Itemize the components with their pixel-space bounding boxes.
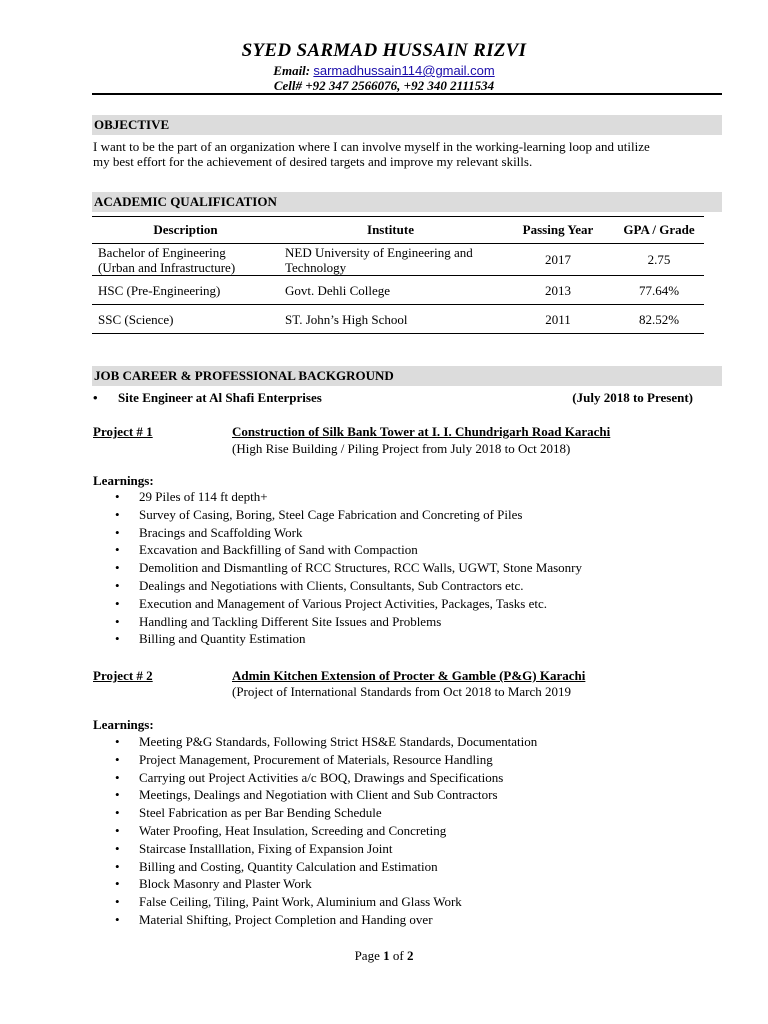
email-line xyxy=(0,63,768,79)
bullet-icon: • xyxy=(115,595,120,611)
job-period: (July 2018 to Present) xyxy=(572,390,693,405)
project-2-learnings-list xyxy=(93,733,537,929)
list-item xyxy=(93,751,537,769)
bullet-icon: • xyxy=(115,822,120,838)
description-line-1: Bachelor of Engineering xyxy=(98,244,226,260)
bullet-icon: • xyxy=(115,911,120,927)
bullet-icon: • xyxy=(115,858,120,874)
career-heading: JOB CAREER & PROFESSIONAL BACKGROUND xyxy=(94,368,394,383)
objective-heading-bar xyxy=(92,115,722,135)
learning-text: Water Proofing, Heat Insulation, Screeding and Concreting xyxy=(139,822,447,838)
learning-text: Demolition and Dismantling of RCC Structures, RCC Walls, UGWT, Stone Masonry xyxy=(139,560,582,576)
project-2-subtitle: (Project of International Standards from Oct 2018 to March 2019 xyxy=(232,684,571,699)
bullet-icon: • xyxy=(115,577,120,593)
bullet-icon: • xyxy=(115,751,120,767)
learning-text: Handling and Tackling Different Site Issues and Problems xyxy=(139,613,442,629)
bullet-icon: • xyxy=(115,876,120,892)
cell-description: SSC (Science) xyxy=(98,311,174,327)
list-item xyxy=(93,804,537,822)
bullet-icon: • xyxy=(115,631,120,647)
page-footer xyxy=(0,948,768,964)
email-link[interactable]: sarmadhussain114@gmail.com xyxy=(313,63,495,78)
cell-description: HSC (Pre-Engineering) xyxy=(98,282,221,298)
list-item xyxy=(93,911,537,929)
list-item xyxy=(93,541,582,559)
list-item xyxy=(93,786,537,804)
learning-text: Dealings and Negotiations with Clients, Consultants, Sub Contractors etc. xyxy=(139,577,524,593)
list-item xyxy=(93,840,537,858)
current-page-number: 1 xyxy=(383,948,390,963)
list-item xyxy=(93,613,582,631)
list-item xyxy=(93,630,582,648)
list-item xyxy=(93,822,537,840)
institute-line-2: Technology xyxy=(285,259,347,275)
learning-text: Block Masonry and Plaster Work xyxy=(139,876,312,892)
description-line-2: (Urban and Infrastructure) xyxy=(98,259,236,275)
bullet-icon: • xyxy=(115,524,120,540)
learning-text: Execution and Management of Various Project Activities, Packages, Tasks etc. xyxy=(139,595,548,611)
learning-text: Bracings and Scaffolding Work xyxy=(139,524,303,540)
job-title: Site Engineer at Al Shafi Enterprises xyxy=(118,390,322,405)
col-passing-year: Passing Year xyxy=(522,222,594,237)
col-gpa-grade: GPA / Grade xyxy=(623,222,695,237)
learning-text: Billing and Quantity Estimation xyxy=(139,631,306,647)
learning-text: Billing and Costing, Quantity Calculation and Estimation xyxy=(139,858,438,874)
table-row xyxy=(92,305,704,334)
learning-text: Material Shifting, Project Completion and Handing over xyxy=(139,911,433,927)
candidate-name: SYED SARMAD HUSSAIN RIZVI xyxy=(241,40,527,61)
table-row xyxy=(92,276,704,305)
project-2-title: Admin Kitchen Extension of Procter & Gamble (P&G) Karachi xyxy=(232,668,586,683)
col-description: Description xyxy=(153,222,218,237)
cell-year: 2013 xyxy=(545,282,571,298)
project-1-subtitle: (High Rise Building / Piling Project from July 2018 to Oct 2018) xyxy=(232,441,571,456)
project-2-learnings-heading: Learnings: xyxy=(93,717,154,732)
objective-heading: OBJECTIVE xyxy=(94,117,170,132)
list-item xyxy=(93,769,537,787)
learning-text: Survey of Casing, Boring, Steel Cage Fabrication and Concreting of Piles xyxy=(139,506,523,522)
bullet-icon: • xyxy=(115,560,120,576)
project-1-label: Project # 1 xyxy=(93,424,153,439)
institute-line-1: NED University of Engineering and xyxy=(285,244,473,260)
cell-year: 2011 xyxy=(545,311,571,327)
bullet-icon: • xyxy=(93,390,98,405)
learning-text: Project Management, Procurement of Materials, Resource Handling xyxy=(139,751,493,767)
total-pages-number: 2 xyxy=(406,948,414,963)
bullet-icon: • xyxy=(115,787,120,803)
learning-text: Staircase Installlation, Fixing of Expansion Joint xyxy=(139,840,393,856)
cell-year: 2017 xyxy=(545,252,571,267)
cell-institute xyxy=(279,244,502,276)
bullet-icon: • xyxy=(115,805,120,821)
cell-description xyxy=(92,244,279,276)
table-row xyxy=(92,244,704,276)
project-2-label: Project # 2 xyxy=(93,668,153,683)
list-item xyxy=(93,506,582,524)
cell-grade: 82.52% xyxy=(638,311,680,327)
cell-institute: ST. John’s High School xyxy=(285,311,408,327)
cell-numbers: Cell# +92 347 2566076, +92 340 2111534 xyxy=(273,78,495,93)
objective-text xyxy=(93,139,719,169)
learning-text: Meeting P&G Standards, Following Strict HS&E Standards, Documentation xyxy=(139,734,538,749)
list-item xyxy=(93,488,582,506)
bullet-icon: • xyxy=(115,769,120,785)
cell-grade: 2.75 xyxy=(647,252,671,267)
bullet-icon: • xyxy=(115,489,120,504)
bullet-icon: • xyxy=(115,840,120,856)
career-heading-bar xyxy=(92,366,722,386)
learning-text: Carrying out Project Activities a/c BOQ, Drawings and Specifications xyxy=(139,769,504,785)
learning-text: False Ceiling, Tiling, Paint Work, Aluminium and Glass Work xyxy=(139,894,462,910)
header-divider xyxy=(92,93,722,95)
list-item xyxy=(93,893,537,911)
col-institute: Institute xyxy=(367,222,414,237)
table-header-row xyxy=(92,217,704,244)
learning-text: Excavation and Backfilling of Sand with Compaction xyxy=(139,542,418,558)
cell-grade: 77.64% xyxy=(638,282,680,298)
of-word: of xyxy=(392,948,404,963)
project-1-title: Construction of Silk Bank Tower at I. I. Chundrigarh Road Karachi xyxy=(232,424,611,439)
academic-heading-bar xyxy=(92,192,722,212)
bullet-icon: • xyxy=(115,613,120,629)
list-item xyxy=(93,858,537,876)
list-item xyxy=(93,733,537,751)
objective-line-2: my best effort for the achievement of desired targets and improve my relevant skills. xyxy=(93,154,533,169)
learning-text: 29 Piles of 114 ft depth+ xyxy=(139,489,268,504)
list-item xyxy=(93,559,582,577)
page-word: Page xyxy=(354,948,380,963)
bullet-icon: • xyxy=(115,542,120,558)
bullet-icon: • xyxy=(115,506,120,522)
list-item xyxy=(93,595,582,613)
cell-institute: Govt. Dehli College xyxy=(285,282,391,298)
email-label: Email: xyxy=(273,63,311,78)
learning-text: Meetings, Dealings and Negotiation with Client and Sub Contractors xyxy=(139,787,498,803)
project-1-learnings-heading: Learnings: xyxy=(93,473,154,488)
bullet-icon: • xyxy=(115,734,120,749)
project-1-learnings-list xyxy=(93,488,582,648)
bullet-icon: • xyxy=(115,894,120,910)
academic-table xyxy=(92,216,704,334)
academic-heading: ACADEMIC QUALIFICATION xyxy=(94,194,277,209)
objective-line-1: I want to be the part of an organization where I can involve myself in the working-learning loop and utilize xyxy=(93,139,650,154)
list-item xyxy=(93,577,582,595)
list-item xyxy=(93,875,537,893)
learning-text: Steel Fabrication as per Bar Bending Schedule xyxy=(139,805,382,821)
list-item xyxy=(93,524,582,542)
